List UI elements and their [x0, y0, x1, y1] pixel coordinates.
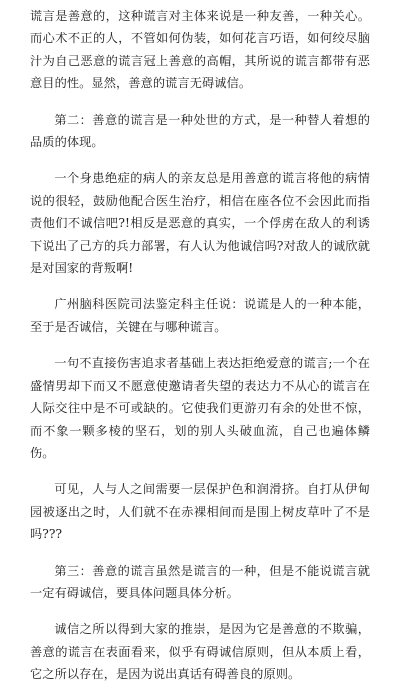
paragraph-2: 第二：善意的谎言是一种处世的方式，是一种替人着想的品质的体现。: [30, 112, 370, 150]
paragraph-8: 诚信之所以得到大家的推崇，是因为它是善意的不欺骗，善意的谎言在表面看来，似乎有碍诚信原则，但从本质上看，它之所以存在，是因为说出真话有碍善良的原则。: [30, 622, 370, 682]
paragraph-4: 广州脑科医院司法鉴定科主任说：说谎是人的一种本能，至于是否诚信，关键在与哪种谎言。: [30, 297, 370, 334]
paragraph-1: 谎言是善意的，这种谎言对主体来说是一种友善，一种关心。而心术不正的人，不管如何伪装，如何花言巧语，如何绞尽脑汁为自己恶意的谎言冠上善意的高帽，其所说的谎言都带有恶意目的性。显然，善意的谎言无碍诚信。: [30, 9, 370, 91]
paragraph-7: 第三：善意的谎言虽然是谎言的一种，但是不能说谎言就一定有碍诚信，要具体问题具体分析。: [30, 563, 370, 600]
paragraph-3: 一个身患绝症的病人的亲友总是用善意的谎言将他的病情说的很轻，鼓励他配合医生治疗，相信在座各位不会因此而指责他们不诚信吧?!相反是恶意的真实，一个俘虏在敌人的利诱下说出了己方的兵力部署，有人认为他诚信吗?对敌人的诚欣就是对国家的背叛啊!: [30, 171, 370, 276]
paragraph-6: 可见，人与人之间需要一层保护色和润滑挤。自打从伊甸园被逐出之时，人们就不在赤裸相间而是围上树皮草叶了不是吗???: [30, 482, 370, 542]
paragraph-5: 一句不直接伤害追求者基础上表达拒绝爱意的谎言;一个在盛情男却下而又不愿意使邀请者失望的表达力不从心的谎言在人际交往中是不可或缺的。它使我们更游刃有余的处世不惊，而不象一颗多棱的坚石，划的别人头破血流，自己也遍体鳞伤。: [30, 356, 370, 460]
